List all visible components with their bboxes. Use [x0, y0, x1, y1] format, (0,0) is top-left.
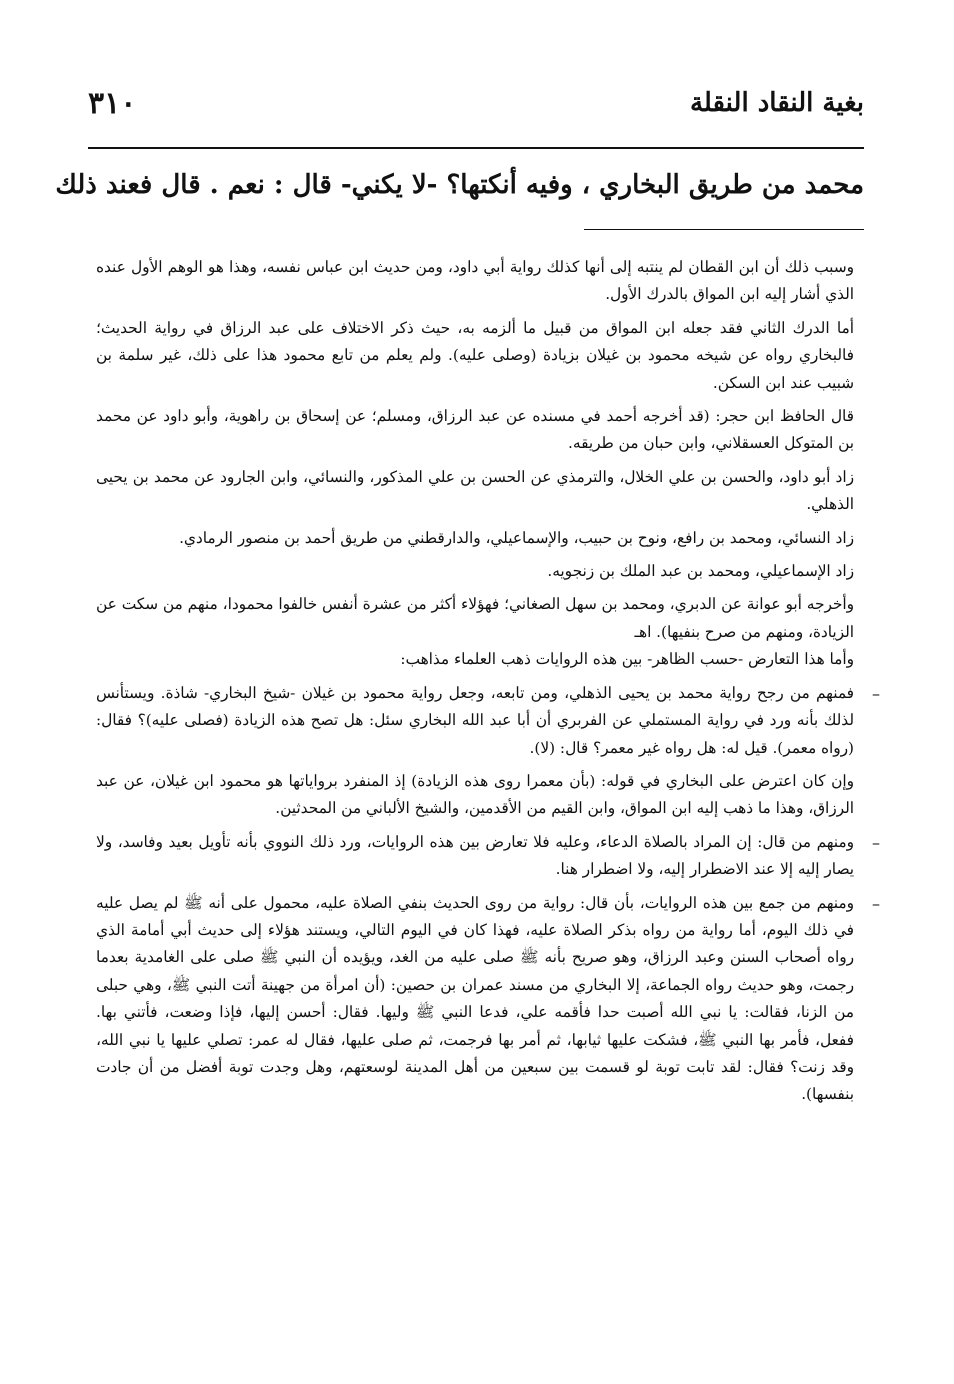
paragraph: وإن كان اعترض على البخاري في قوله: (بأن معمرا روى هذه الزيادة) إذ المنفرد برواياتها هو محمود ابن غيلان، عن عبد الرزاق، وهذا ما ذهب إليه ابن المواق، وابن القيم من الأقدمين، والشيخ الألباني من المحدثين.: [96, 771, 854, 818]
page-number: ٣١٠: [88, 86, 137, 121]
paragraph: أما الدرك الثاني فقد جعله ابن المواق من قبيل ما ألزمه به، حيث ذكر الاختلاف على عبد الرزاق في رواية الحديث؛ فالبخاري رواه عن شيخه محمود بن غيلان بزيادة (وصلى عليه). ولم يعلم من تابع محمود هذا على ذلك، غير سلمة بن شبيب عند ابن السكن.: [96, 318, 854, 392]
paragraph: زاد الإسماعيلي، ومحمد بن عبد الملك بن زنجويه.: [547, 562, 854, 581]
footnotes: [96, 254, 880, 1115]
footnote-separator: [584, 229, 864, 230]
dash-bullet: –: [872, 832, 880, 852]
paragraph: وأما هذا التعارض -حسب الظاهر- بين هذه الروايات ذهب العلماء مذاهب:: [400, 650, 854, 669]
paragraph: وأخرجه أبو عوانة عن الدبري، ومحمد بن سهل الصغاني؛ فهؤلاء أكثر من عشرة أنفس خالفوا محمودا، منهم من سكت عن الزيادة، ومنهم من صرح بنفيها). اهـ: [96, 595, 854, 641]
dash-bullet: –: [872, 683, 880, 703]
list-item-text: ومنهم من قال: إن المراد بالصلاة الدعاء، وعليه فلا تعارض بين هذه الروايات، ورد ذلك النووي بأنه تأويل بعيد وفاسد، ولا يصار إليه إلا عند الاضطرار إليه، ولا اضطرار هنا.: [96, 832, 854, 879]
opinions-list: [96, 680, 880, 762]
running-title: بغية النقاد النقلة: [689, 88, 864, 118]
paragraph: قال الحافظ ابن حجر: (قد أخرجه أحمد في مسنده عن عبد الرزاق، ومسلم؛ عن إسحاق بن راهوية، وأبو داود عن محمد بن المتوكل العسقلاني، وابن حبان من طريقه.: [96, 407, 854, 453]
list-item: [96, 890, 880, 1109]
paragraph: زاد أبو داود، والحسن بن علي الخلال، والترمذي عن الحسن بن علي المذكور، والنسائي، وابن الجارود عن محمد بن يحيى الذهلي.: [96, 467, 854, 514]
opinions-list-2: [96, 829, 880, 1109]
paragraph: وسبب ذلك أن ابن القطان لم ينتبه إلى أنها كذلك رواية أبي داود، ومن حديث ابن عباس نفسه، وهذا هو الوهم الأول عنده الذي أشار إليه ابن المواق بالدرك الأول.: [96, 258, 854, 304]
header-rule: [88, 147, 864, 149]
dash-bullet: –: [872, 893, 880, 913]
list-item-text: فمنهم من رجح رواية محمد بن يحيى الذهلي، ومن تابعه، وجعل رواية محمود بن غيلان -شيخ البخاري- شاذة. ويستأنس لذلك بأنه ورد في رواية المستملي عن الفربري أن أبا عبد الله البخاري سئل: هل تصح هذه الزيادة (فصلى عليه)؟ فقال: (رواه معمر). قيل له: هل رواه غير معمر؟ قال: (لا).: [96, 683, 854, 757]
list-item: [96, 829, 880, 884]
paragraph: زاد النسائي، ومحمد بن رافع، ونوح بن حبيب، والإسماعيلي، والدارقطني من طريق أحمد بن منصور الرمادي.: [179, 528, 854, 547]
list-item-text: ومنهم من جمع بين هذه الروايات، بأن قال: رواية من روى الحديث بنفي الصلاة عليه، محمول على أنه ﷺ لم يصل عليه في ذلك اليوم، أما رواية من رواه بذكر الصلاة عليه، فهذا كان في اليوم التالي، ويستند هؤلاء إلى حديث أبي أمامة الذي رواه أصحاب السنن وعبد الرزاق، وهو صريح بأنه ﷺ صلى عليه من الغد، ويؤيده أن النبي ﷺ صلى على الغامدية بعدما رجمت، وهو حديث رواه الجماعة، إلا البخاري من مسند عمران بن حصين: (أن امرأة من جهينة أتت النبي ﷺ، وهي حبلى من الزنا، فقالت: يا نبي الله أصبت حدا فأقمه علي، فدعا النبي ﷺ وليها. فقال: أحسن إليها، فإذا وضعت، فأتني بها. ففعل، فأمر بها النبي ﷺ، فشكت عليها ثيابها، ثم أمر بها فرجمت، ثم صلى عليها، فقال له عمر: تصلي عليها يا نبي الله، وقد زنت؟ فقال: لقد تابت توبة لو قسمت بين سبعين من أهل المدينة لوسعتهم، وهل وجدت توبة أفضل من أن جادت بنفسها).: [96, 893, 854, 1104]
page-header: [88, 86, 864, 130]
list-item: [96, 680, 880, 762]
main-text-line: محمد من طريق البخاري ، وفيه أنكتها؟ -لا يكني- قال : نعم . قال فعند ذلك: [55, 170, 864, 200]
